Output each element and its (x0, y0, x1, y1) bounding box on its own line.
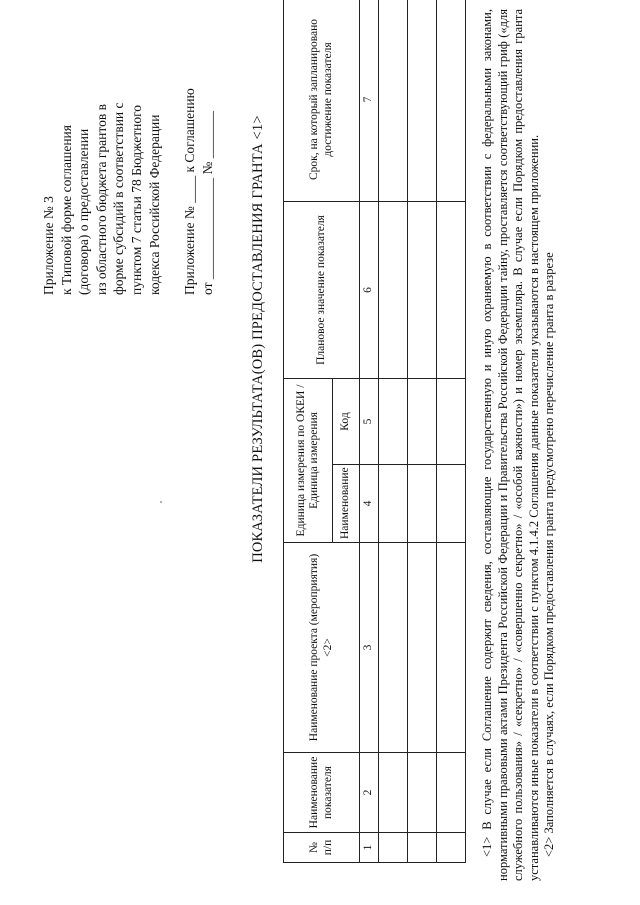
header-unit-group: Единица измерения по ОКЕИ / Единица измерения (284, 379, 333, 543)
agreement-date-number: от _______________ № _______ (199, 111, 215, 295)
page-title: ПОКАЗАТЕЛИ РЕЗУЛЬТАТА(ОВ) ПРЕДОСТАВЛЕНИЯ ГРАНТА <1> (250, 115, 266, 563)
column-number-row (360, 0, 379, 863)
table-cell (408, 379, 437, 465)
column-number: 1 (360, 833, 379, 863)
header-unit-name: Наименование (333, 465, 360, 543)
header-unit-code: Код (333, 379, 360, 465)
table-row (437, 0, 466, 863)
table-row (408, 0, 437, 863)
footnotes (480, 9, 558, 881)
appendix-line: форме субсидий в соответствии с (111, 102, 127, 295)
appendix-header (40, 45, 216, 295)
table-cell (408, 753, 437, 833)
header-planned-value: Плановое значение показателя (284, 202, 360, 379)
table-cell (379, 465, 408, 543)
table-cell (408, 465, 437, 543)
agreement-reference: Приложение № ____ к Соглашению (182, 88, 198, 295)
table-cell (379, 833, 408, 863)
table-cell (379, 0, 408, 202)
table-cell (379, 543, 408, 753)
appendix-line: из областного бюджета грантов в (93, 104, 109, 295)
column-number: 4 (360, 465, 379, 543)
appendix-line: пунктом 7 статьи 78 Бюджетного (128, 104, 144, 295)
table-cell (379, 753, 408, 833)
header-num: № п/п (284, 833, 360, 863)
column-number: 3 (360, 543, 379, 753)
table-cell (408, 833, 437, 863)
column-number: 7 (360, 0, 379, 202)
table-cell (408, 543, 437, 753)
table-cell (437, 379, 466, 465)
indicators-table (283, 0, 466, 863)
header-row (284, 0, 333, 863)
table-cell (437, 753, 466, 833)
appendix-line: (договора) о предоставлении (76, 128, 92, 295)
scan-speck (160, 501, 162, 503)
appendix-line: к Типовой форме соглашения (58, 125, 74, 295)
table-cell (437, 543, 466, 753)
table-cell (379, 202, 408, 379)
table-cell (379, 379, 408, 465)
footnote-2: <2> Заполняется в случаях, если Порядком предоставления гранта предусмотрено перечисление гранта в разрезе (542, 252, 557, 857)
table-row (379, 0, 408, 863)
table-cell (408, 0, 437, 202)
column-number: 6 (360, 202, 379, 379)
table-cell (437, 202, 466, 379)
appendix-line: Приложение № 3 (41, 196, 56, 295)
header-project-name: Наименование проекта (мероприятия) <2> (284, 543, 360, 753)
header-indicator-name: Наименование показателя (284, 753, 360, 833)
appendix-line: кодекса Российской Федерации (146, 114, 162, 295)
table-cell (437, 0, 466, 202)
table-cell (437, 465, 466, 543)
table-cell (408, 202, 437, 379)
header-deadline: Срок, на который запланировано достижение показателя (284, 0, 360, 202)
footnote-1: <1> В случае если Соглашение содержит сведения, составляющие государственную и иную охраняемую в соответствии с федеральными законами, нормативными правовыми актами Президента Российской Федерации и Правительства Российской Федерации тайну, проставляется соответствующий гриф («для служебного пользования» / «секретно» / «совершенно секретно» / «особой важности») и номер экземпляра. В случае если Порядком предоставления гранта устанавливаются иные показатели в соответствии с пунктом 4.1.4.2 Соглашения данные показатели указываются в настоящем приложении. (480, 9, 541, 881)
table-cell (437, 833, 466, 863)
column-number: 2 (360, 753, 379, 833)
column-number: 5 (360, 379, 379, 465)
